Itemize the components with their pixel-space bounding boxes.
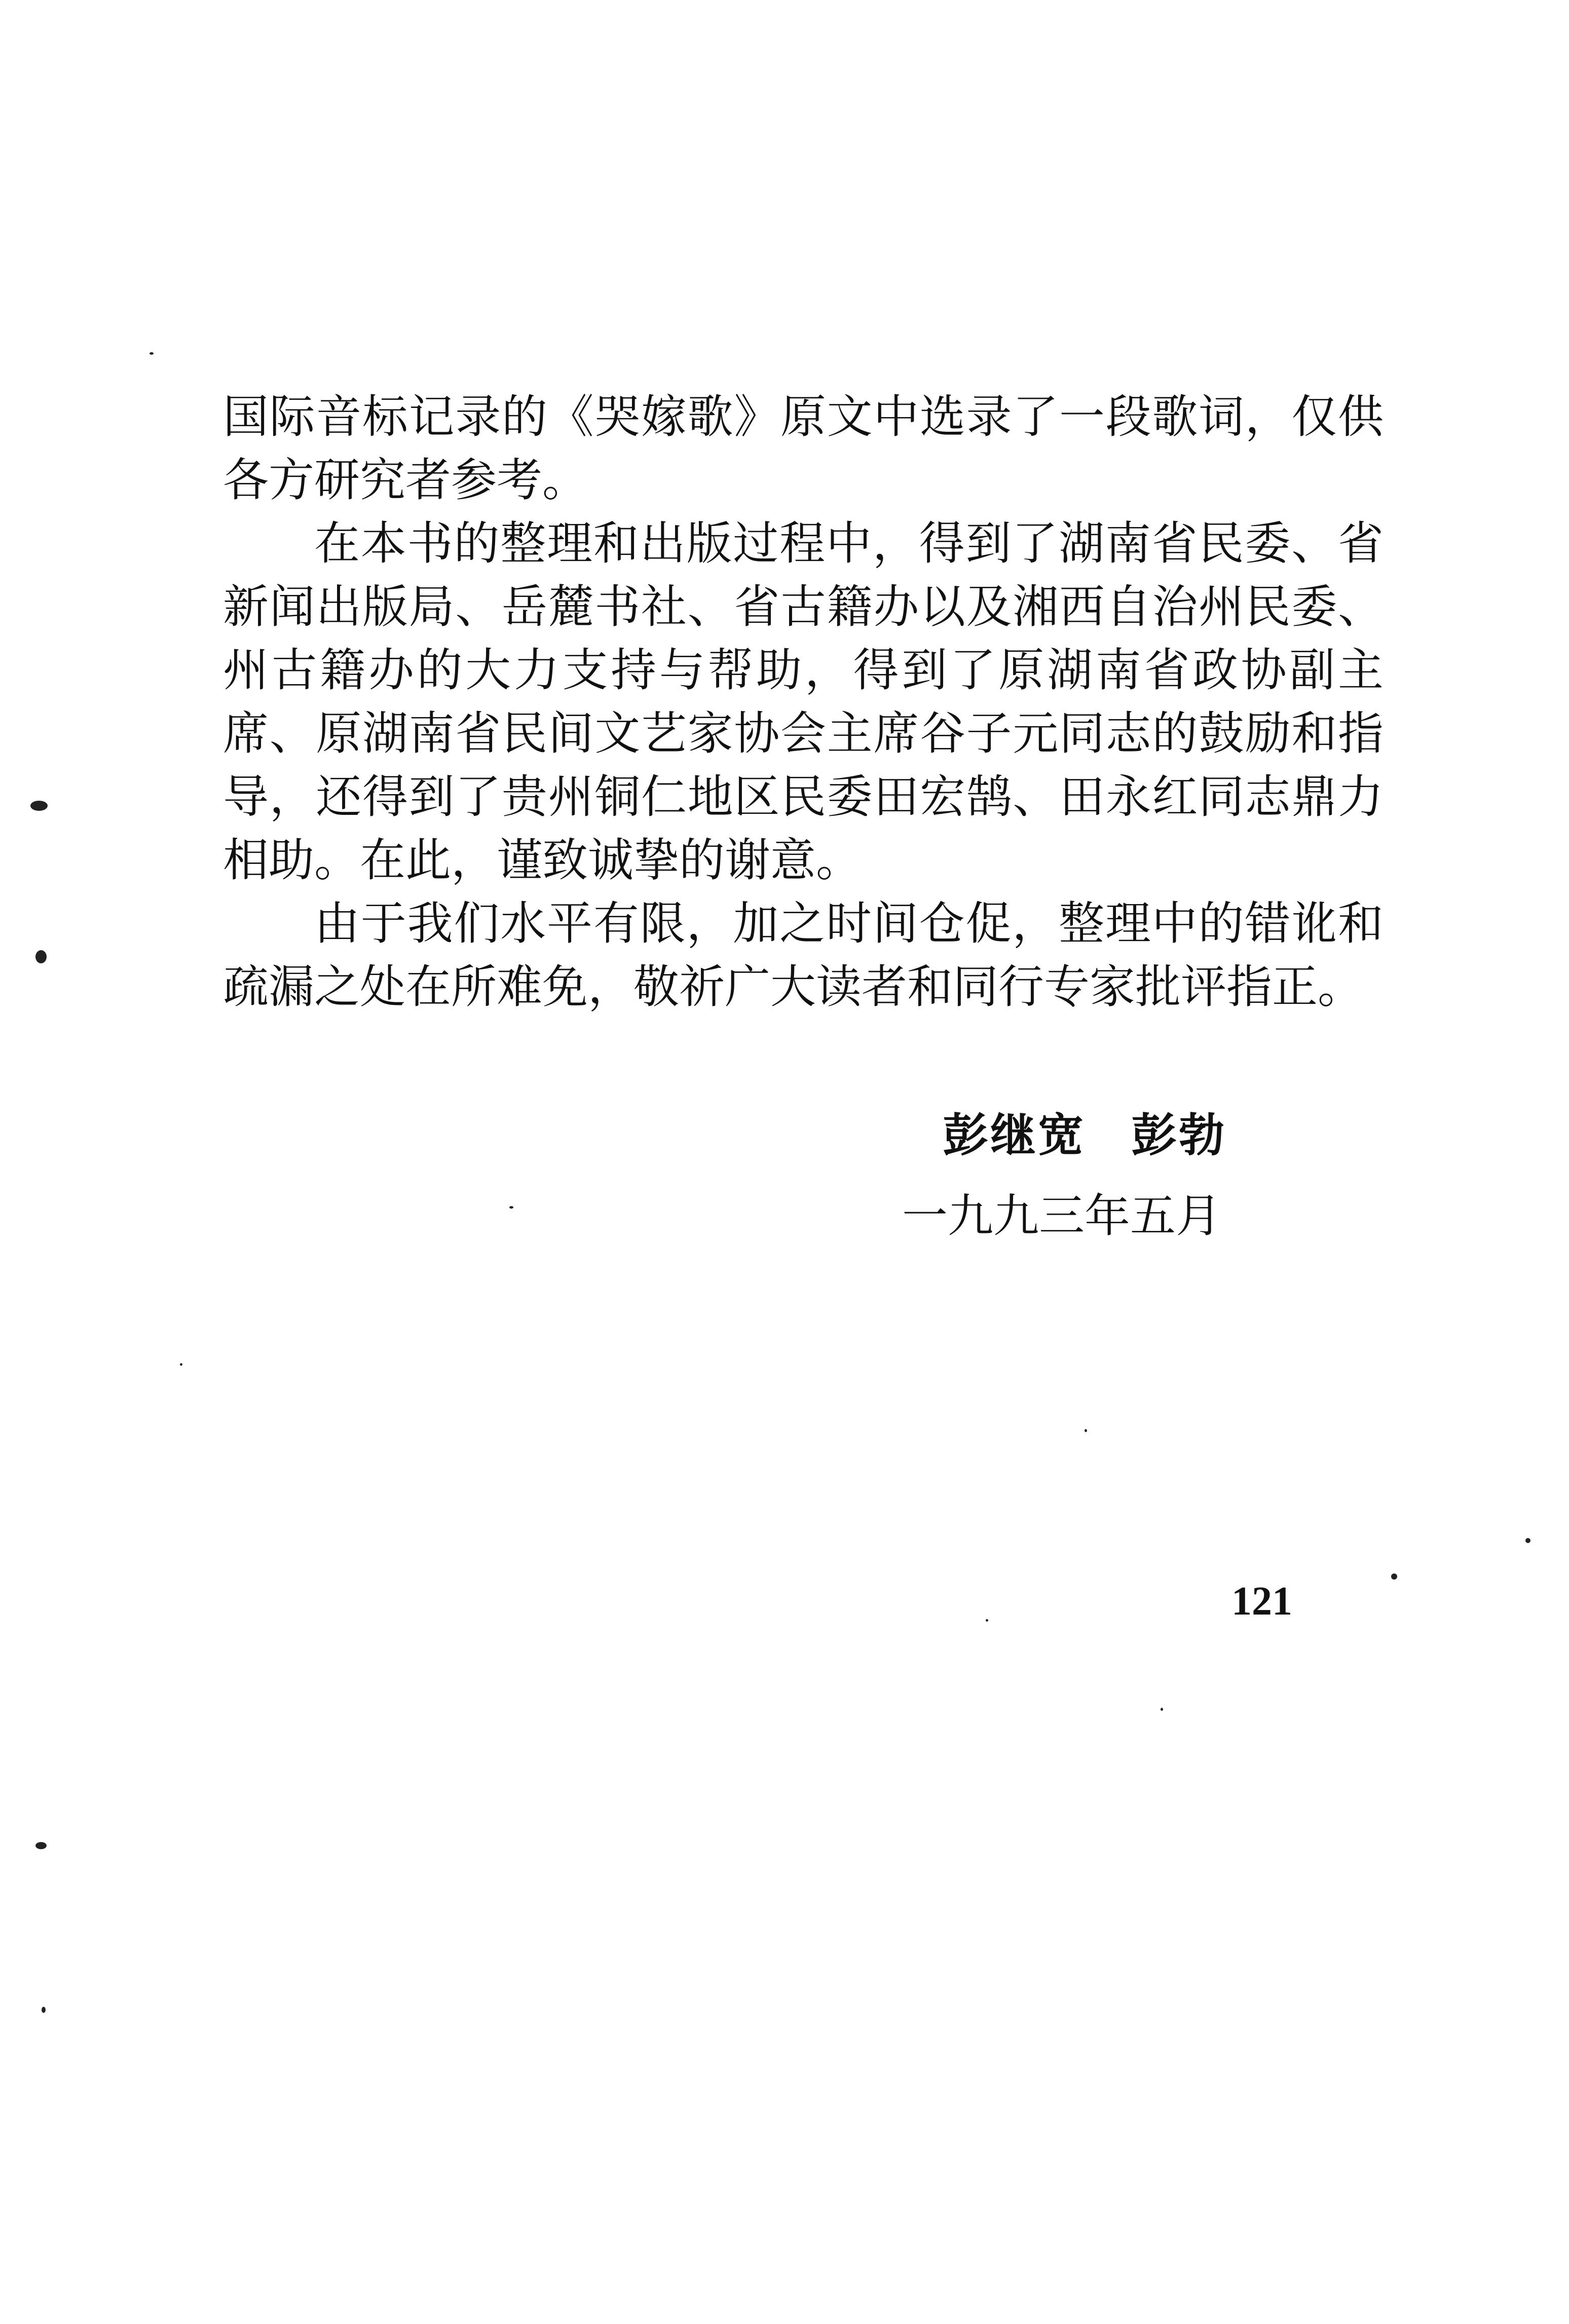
scan-speck <box>42 2007 46 2013</box>
scan-speck <box>35 950 47 963</box>
paragraph-apology: 由于我们水平有限，加之时间仓促，整理中的错讹和疏漏之处在所难免，敬祈广大读者和同行专家批评指正。 <box>223 897 1384 1014</box>
scan-speck <box>1085 1429 1087 1432</box>
scan-speck <box>1525 1538 1530 1543</box>
paragraph-continued: 国际音标记录的《哭嫁歌》原文中选录了一段歌词，仅供各方研究者参考。 <box>223 390 1384 507</box>
body-text <box>223 385 1384 1019</box>
signature <box>943 1105 1226 1166</box>
author-name-2: 彭勃 <box>1131 1108 1226 1162</box>
page-number: 121 <box>1231 1579 1292 1624</box>
scan-speck <box>180 1363 182 1366</box>
scan-speck <box>150 352 154 355</box>
scan-speck <box>509 1206 513 1209</box>
author-name-1: 彭继宽 <box>943 1108 1086 1162</box>
scan-speck <box>1161 1708 1163 1711</box>
scan-speck <box>30 801 48 811</box>
scan-speck <box>35 1842 47 1849</box>
paragraph-acknowledgements: 在本书的整理和出版过程中，得到了湖南省民委、省新闻出版局、岳麓书社、省古籍办以及湘西自治州民委、州古籍办的大力支持与帮助，得到了原湖南省政协副主席、原湖南省民间文艺家协会主席谷子元同志的鼓励和指导，还得到了贵州铜仁地区民委田宏鹄、田永红同志鼎力相助。在此，谨致诚挚的谢意。 <box>223 517 1384 887</box>
date-line: 一九九三年五月 <box>902 1189 1221 1243</box>
scan-speck <box>1391 1573 1397 1580</box>
scan-speck <box>986 1619 988 1622</box>
